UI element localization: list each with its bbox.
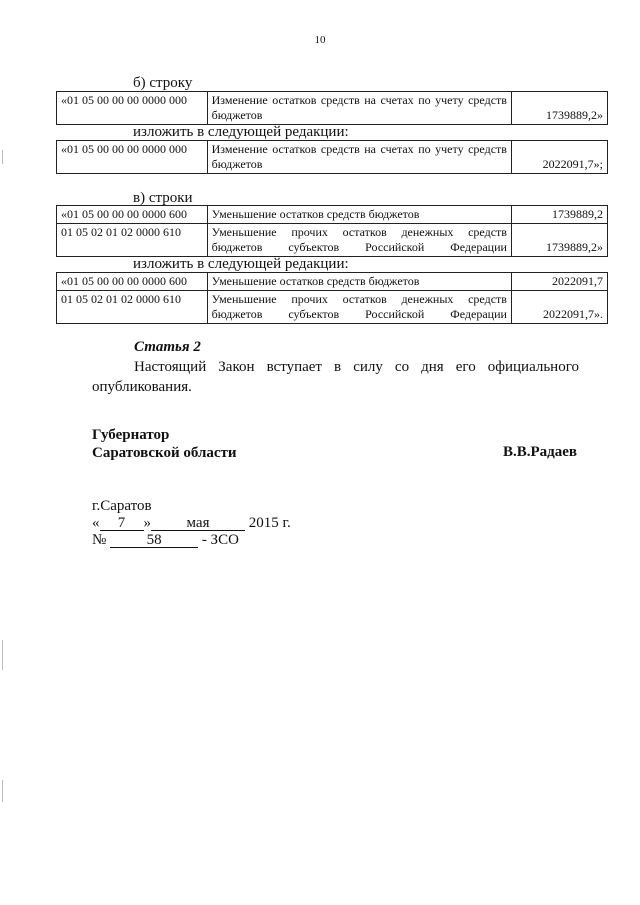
scan-margin-mark xyxy=(2,780,3,802)
table-row xyxy=(57,92,608,125)
scan-margin-mark xyxy=(2,640,3,670)
section-b-replace-caption: изложить в следующей редакции: xyxy=(133,124,349,140)
section-v-replace-caption: изложить в следующей редакции: xyxy=(133,256,349,272)
signatory-title xyxy=(92,426,237,462)
date-line xyxy=(92,515,291,532)
date-month: мая xyxy=(151,516,245,531)
signatory-title-line-1: Губернатор xyxy=(92,427,170,443)
date-open-quote: « xyxy=(92,515,100,531)
row-amount: 1739889,2» xyxy=(511,224,607,257)
row-amount: 2022091,7». xyxy=(511,291,607,324)
law-number: 58 xyxy=(110,533,198,548)
date-close-quote: » xyxy=(143,515,151,531)
row-amount: 1739889,2» xyxy=(511,92,607,125)
law-number-line xyxy=(92,532,239,549)
article-text: Настоящий Закон вступает в силу со дня его официального опубликования. xyxy=(92,359,579,395)
row-description: Уменьшение остатков средств бюджетов xyxy=(207,273,511,291)
scan-margin-mark xyxy=(2,150,3,164)
section-v-new-table xyxy=(56,272,608,324)
table-row xyxy=(57,141,608,174)
place-of-signing: г.Саратов xyxy=(92,498,152,514)
section-v-caption: в) строки xyxy=(133,190,193,206)
section-b-new-table xyxy=(56,140,608,174)
section-b-caption: б) строку xyxy=(133,75,193,91)
signatory-name: В.В.Радаев xyxy=(503,444,578,460)
budget-code: «01 05 00 00 00 0000 000 xyxy=(57,92,208,125)
row-description: Уменьшение прочих остатков денежных средств бюджетов субъектов Российской Федерации xyxy=(207,291,511,324)
budget-code: 01 05 02 01 02 0000 610 xyxy=(57,291,208,324)
row-amount: 2022091,7»; xyxy=(511,141,607,174)
row-description: Изменение остатков средств на счетах по учету средств бюджетов xyxy=(207,141,511,174)
table-row xyxy=(57,206,608,224)
section-b-old-table xyxy=(56,91,608,125)
table-row xyxy=(57,273,608,291)
law-number-suffix: - ЗСО xyxy=(201,532,239,548)
table-row xyxy=(57,291,608,324)
table-row xyxy=(57,224,608,257)
budget-code: «01 05 00 00 00 0000 000 xyxy=(57,141,208,174)
row-description: Уменьшение прочих остатков денежных средств бюджетов субъектов Российской Федерации xyxy=(207,224,511,257)
budget-code: «01 05 00 00 00 0000 600 xyxy=(57,206,208,224)
date-year: 2015 г. xyxy=(248,515,291,531)
number-sign: № xyxy=(92,532,107,548)
budget-code: 01 05 02 01 02 0000 610 xyxy=(57,224,208,257)
article-title: Статья 2 xyxy=(134,339,201,355)
date-day: 7 xyxy=(100,516,144,531)
row-description: Уменьшение остатков средств бюджетов xyxy=(207,206,511,224)
row-description: Изменение остатков средств на счетах по учету средств бюджетов xyxy=(207,92,511,125)
budget-code: «01 05 00 00 00 0000 600 xyxy=(57,273,208,291)
row-amount: 1739889,2 xyxy=(511,206,607,224)
row-amount: 2022091,7 xyxy=(511,273,607,291)
section-v-old-table xyxy=(56,205,608,257)
signatory-title-line-2: Саратовской области xyxy=(92,445,237,461)
page-number: 10 xyxy=(314,34,326,46)
